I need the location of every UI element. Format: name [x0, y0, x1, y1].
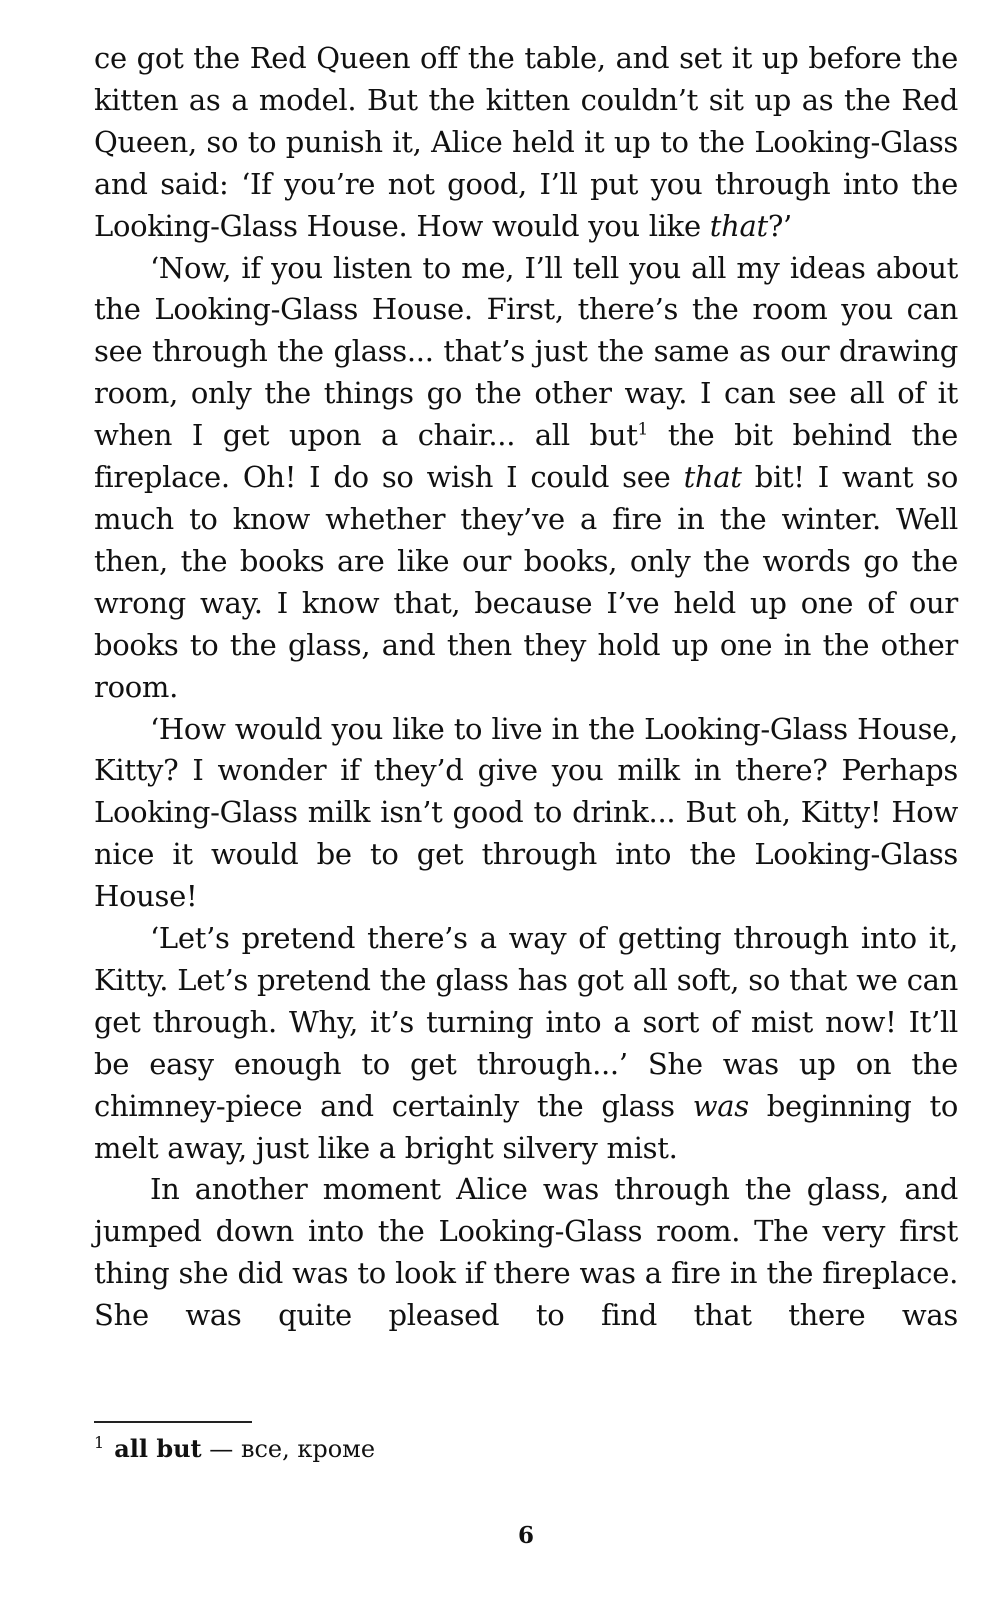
paragraph-text: ‘Let’s pretend there’s a way of getting through into it, Kitty. Let’s pretend the glass has got all soft, so that we can get through. Why, it’s turning into a sort of mist now! It’ll be easy enough to get through...’ She was up on the chimney-piece and certainly the glass	[94, 921, 958, 1123]
page-number: 6	[517, 1522, 534, 1549]
paragraph-text: beginning to melt away, just like a bright silvery mist.	[94, 1088, 958, 1165]
page-body	[94, 38, 958, 1337]
paragraph-text: ce got the Red Queen off the table, and set it up before the kitten as a model. But the kitten couldn’t sit up as the Red Queen, so to punish it, Alice held it up to the Looking-Glass and said: ‘If you’re not good, I’ll put you through into the Looking-Glass House. How would you like	[94, 41, 958, 243]
footnote-reference: 1	[637, 419, 649, 440]
paragraph-text: ‘Now, if you listen to me, I’ll tell you all my ideas about the Looking-Glass House. First, there’s the room you can see through the glass... that’s just the same as our drawing room, only the things go the other way. I can see all of it when I get upon a chair... all but	[94, 250, 958, 453]
footnote-translation: все, кроме	[240, 1435, 376, 1463]
paragraph-text: the bit behind the fireplace. Oh! I do so wish I could see	[94, 418, 958, 495]
paragraph	[94, 248, 958, 709]
paragraph-text: ‘How would you like to live in the Looking-Glass House, Kitty? I wonder if they’d give you milk in there? Perhaps Looking-Glass milk isn’t good to drink... But oh, Kitty! How nice it would be to get through into the Looking-Glass House!	[94, 711, 958, 914]
footnote-dash: —	[209, 1435, 234, 1463]
paragraph	[94, 38, 958, 248]
paragraph-text: In another moment Alice was through the glass, and jumped down into the Looking-Glass room. The very first thing she did was to look if there was a fire in the fireplace. She was quite pleased to find that there was	[94, 1172, 958, 1333]
emphasis-text: was	[692, 1088, 749, 1123]
footnote-term: all but	[114, 1434, 202, 1463]
footnote-divider	[94, 1421, 252, 1423]
emphasis-text: that	[683, 460, 742, 495]
paragraph-text: bit! I want so much to know whether they’ve a fire in the winter. Well then, the books are like our books, only the words go the wrong way. I know that, because I’ve held up one of our books to the glass, and then they hold up one in the other room.	[94, 460, 958, 704]
footnote-marker: 1	[94, 1433, 105, 1452]
emphasis-text: that	[709, 208, 768, 243]
paragraph	[94, 1169, 958, 1337]
paragraph-text: ?’	[767, 208, 792, 243]
paragraph	[94, 918, 958, 1169]
footnote	[94, 1432, 375, 1466]
paragraph	[94, 709, 958, 919]
